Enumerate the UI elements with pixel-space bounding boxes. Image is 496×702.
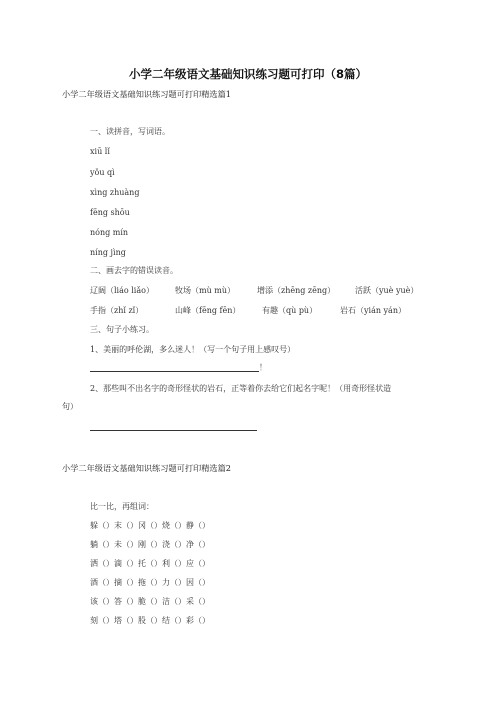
reading-item: 手指（zhǐ zǐ）	[90, 306, 144, 315]
reading-item: 有趣（qù pù）	[262, 306, 318, 315]
section2-heading: 小学二年级语文基础知识练习题可打印精选篇2	[62, 463, 231, 473]
section1-heading: 小学二年级语文基础知识练习题可打印精选篇1	[62, 89, 231, 99]
pinyin-item: xiū lǐ	[90, 147, 110, 156]
compare-row: 躲（）末（）冈（）烧（）静（）	[90, 521, 210, 530]
pinyin-item: fēng shōu	[90, 208, 130, 217]
reading-item: 辽阔（liáo liǎo）	[90, 286, 154, 295]
sentence-1: 1、美丽的呼伦湖，多么迷人！（写一个句子用上感叹号）	[90, 345, 296, 354]
pinyin-item: níng jìng	[90, 248, 126, 257]
sentence-2-line1: 2、那些叫不出名字的奇形怪状的岩石，正等着你去给它们起名字呢！（用奇形怪状造	[90, 384, 392, 393]
reading-item: 山峰（fēng fēn）	[175, 306, 241, 315]
reading-item: 牧场（mù mù）	[175, 286, 236, 295]
reading-item: 增添（zhēng zēng）	[257, 286, 336, 295]
pinyin-item: yǒu qì	[90, 168, 115, 177]
compare-row: 该（）答（）脆（）洁（）采（）	[90, 597, 210, 606]
pinyin-item: xìng zhuàng	[90, 188, 140, 197]
reading-item: 活跃（yuè yuè）	[355, 286, 419, 295]
compare-row: 躺（）未（）刚（）浇（）净（）	[90, 540, 210, 549]
compare-row: 刻（）塔（）股（）结（）彩（）	[90, 616, 210, 625]
q2-label: 二、画去字的错误读音。	[90, 266, 178, 275]
answer-line-2	[90, 430, 257, 431]
pinyin-item: nóng mín	[90, 228, 129, 237]
answer-line-1-end: ！	[259, 363, 267, 372]
document-title: 小学二年级语文基础知识练习题可打印（8篇）	[129, 67, 367, 81]
sentence-2-line2: 句）	[62, 402, 78, 411]
q3-label: 三、句子小练习。	[90, 325, 154, 334]
reading-item: 岩石（yián yán）	[340, 306, 406, 315]
q1-label: 一、读拼音，写词语。	[90, 127, 170, 136]
compare-row: 酒（）摘（）拖（）力（）因（）	[90, 578, 210, 587]
section2-intro: 比一比，再组词：	[90, 502, 154, 511]
answer-line-1	[90, 371, 259, 372]
compare-row: 洒（）滴（）托（）利（）应（）	[90, 559, 210, 568]
